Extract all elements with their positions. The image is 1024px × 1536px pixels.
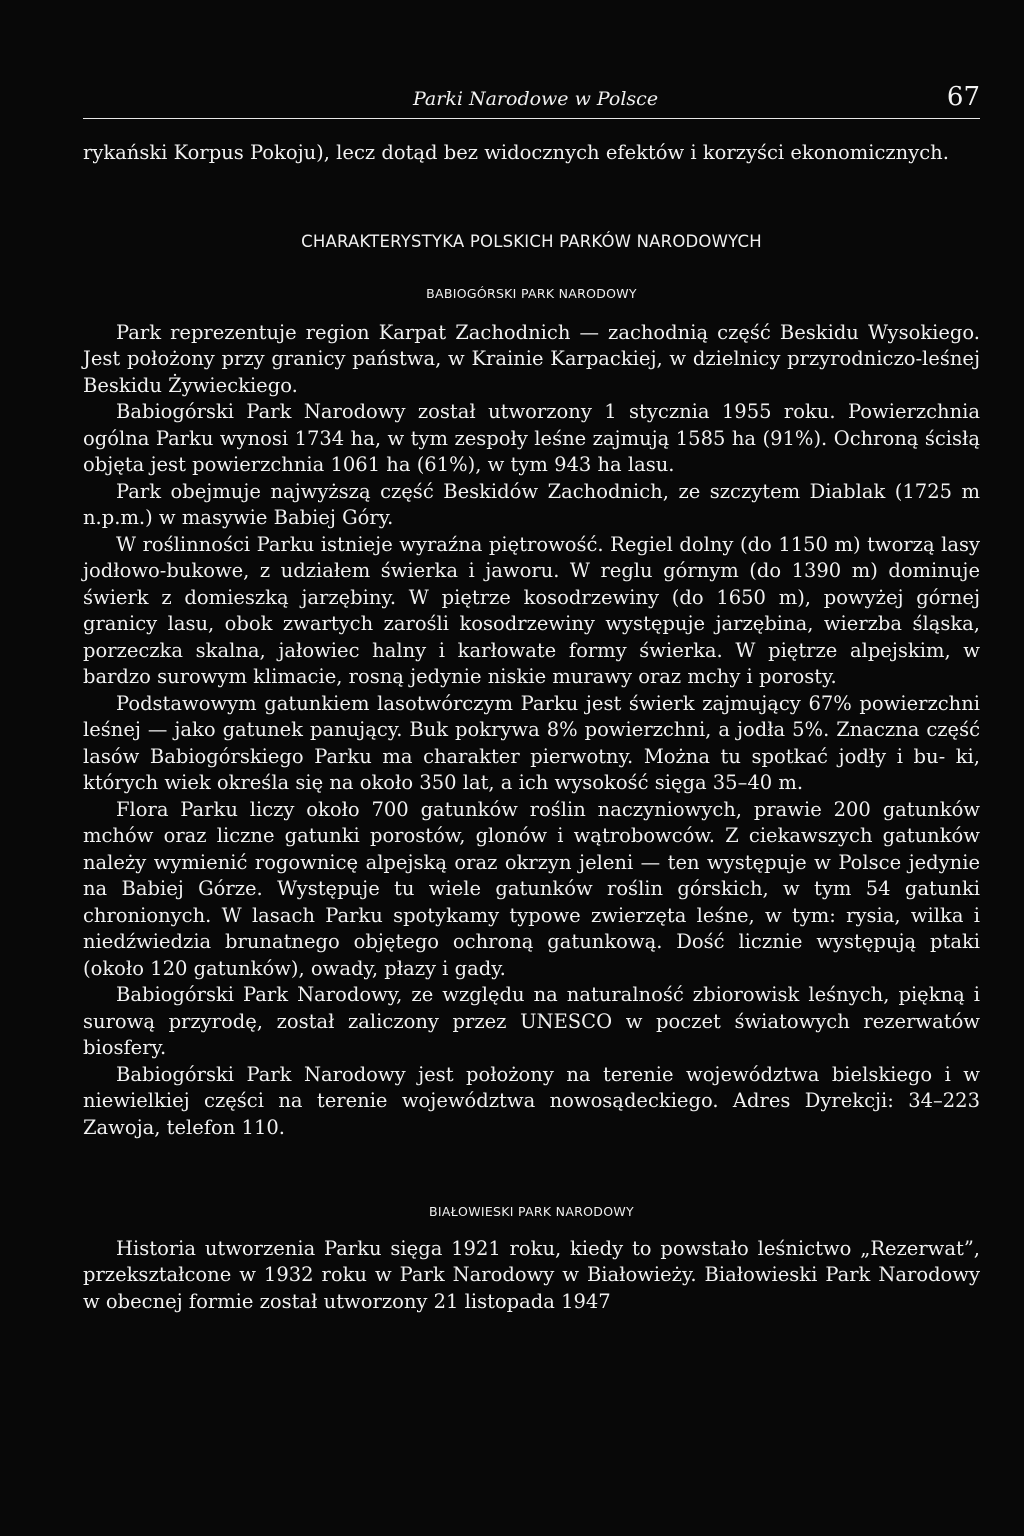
subsection-heading-babiogorski: BABIOGÓRSKI PARK NARODOWY (426, 286, 637, 301)
body-text (83, 140, 980, 1315)
page-number: 67 (946, 82, 980, 112)
paragraph: Babiogórski Park Narodowy został utworzony 1 stycznia 1955 roku. Powierzchnia ogólna Parku wynosi 1734 ha, w tym zespoły leśne zajmują 1585 ha (91%). Ochroną ścisłą objęta jest powierzchnia 1061 ha (61%), w tym 943 ha lasu. (83, 400, 980, 476)
section-heading: CHARAKTERYSTYKA POLSKICH PARKÓW NARODOWYCH (301, 231, 762, 251)
paragraph: Podstawowym gatunkiem lasotwórczym Parku jest świerk zajmujący 67% powierzchni leśnej — jako gatunek panujący. Buk pokrywa 8% powierzchni, a jodła 5%. Znaczna część lasów Babiogórskiego Parku ma charakter pierwotny. Można tu spotkać jodły i bu- ki, których wiek określa się na około 350 lat, a ich wysokość sięga 35–40 m. (83, 691, 980, 794)
paragraph: Historia utworzenia Parku sięga 1921 roku, kiedy to powstało leśnictwo „Rezerwat”, przekształcone w 1932 roku w Park Narodowy w Białowieży. Białowieski Park Narodowy w obecnej formie został utworzony 21 listopada 1947 (83, 1236, 980, 1313)
paragraph: W roślinności Parku istnieje wyraźna piętrowość. Regiel dolny (do 1150 m) tworzą lasy jodłowo-bukowe, z udziałem świerka i jaworu. W reglu górnym (do 1390 m) dominuje świerk z domieszką jarzębiny. W piętrze kosodrzewiny (do 1650 m), powyżej górnej granicy lasu, obok zwartych zarośli kosodrzewiny występuje jarzębina, wierzba śląska, porzeczka skalna, jałowiec halny i karłowate formy świerka. W piętrze alpejskim, w bardzo surowym klimacie, rosną jedynie niskie murawy oraz mchy i porosty. (83, 532, 980, 688)
paragraph: Babiogórski Park Narodowy jest położony na terenie województwa bielskiego i w niewielkiej części na terenie województwa nowosądeckiego. Adres Dyrekcji: 34–223 Zawoja, telefon 110. (83, 1062, 980, 1139)
running-header (83, 84, 980, 119)
paragraph: Park reprezentuje region Karpat Zachodnich — zachodnią część Beskidu Wysokiego. Jest położony przy granicy państwa, w Krainie Karpackiej, w dzielnicy przyrodniczo-leśnej Beskidu Żywieckiego. (83, 320, 980, 397)
intro-paragraph: rykański Korpus Pokoju), lecz dotąd bez widocznych efektów i korzyści ekonomicznych. (83, 141, 949, 164)
subsection-heading-bialowieski: BIAŁOWIESKI PARK NARODOWY (429, 1204, 634, 1219)
paragraph: Flora Parku liczy około 700 gatunków roślin naczyniowych, prawie 200 gatunków mchów oraz liczne gatunki porostów, glonów i wątrobowców. Z ciekawszych gatunków należy wymienić rogownicę alpejską oraz okrzyn jeleni — ten występuje w Polsce jedynie na Babiej Górze. Występuje tu wiele gatunków roślin górskich, w tym 54 gatunki chronionych. W lasach Parku spotykamy typowe zwierzęta leśne, w tym: rysia, wilka i niedźwiedzia brunatnego objętego ochroną gatunkową. Dość licznie występują ptaki (około 120 gatunków), owady, płazy i gady. (83, 797, 980, 980)
running-title: Parki Narodowe w Polsce (413, 88, 659, 110)
paragraph: Park obejmuje najwyższą część Beskidów Zachodnich, ze szczytem Diablak (1725 m n.p.m.) w masywie Babiej Góry. (83, 479, 980, 529)
paragraph: Babiogórski Park Narodowy, ze względu na naturalność zbiorowisk leśnych, piękną i surową przyrodę, został zaliczony przez UNESCO w poczet światowych rezerwatów biosfery. (83, 983, 980, 1059)
